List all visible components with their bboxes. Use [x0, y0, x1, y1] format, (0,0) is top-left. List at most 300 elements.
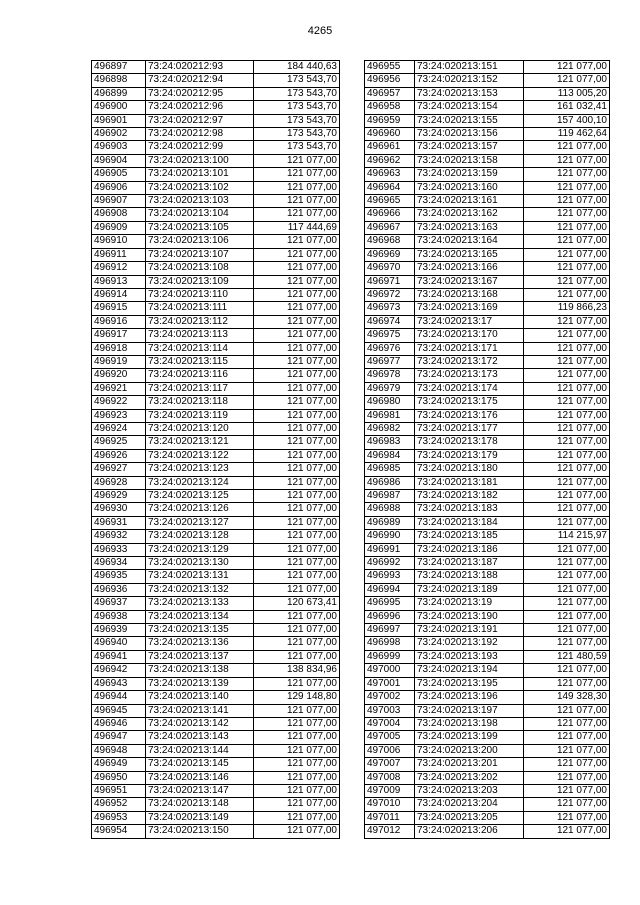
cadastral-number-cell: 73:24:020213:184 — [415, 516, 524, 529]
table-row — [92, 771, 340, 784]
cadastral-number-cell: 73:24:020213:190 — [415, 610, 524, 623]
table-row — [365, 168, 610, 181]
cadastral-number-cell: 73:24:020213:113 — [146, 329, 254, 342]
value-cell: 121 077,00 — [254, 288, 340, 301]
cadastral-number-cell: 73:24:020213:142 — [146, 717, 254, 730]
cadastral-number-cell: 73:24:020213:191 — [415, 624, 524, 637]
table-row — [365, 74, 610, 87]
table-row — [92, 597, 340, 610]
table-row — [365, 195, 610, 208]
value-cell: 121 077,00 — [254, 382, 340, 395]
value-cell: 121 077,00 — [254, 557, 340, 570]
table-row — [92, 74, 340, 87]
cadastral-number-cell: 73:24:020213:146 — [146, 771, 254, 784]
table-row — [365, 543, 610, 556]
record-number-cell: 496901 — [92, 114, 146, 127]
record-number-cell: 496962 — [365, 154, 415, 167]
record-number-cell: 496955 — [365, 61, 415, 74]
value-cell: 121 077,00 — [254, 717, 340, 730]
cadastral-number-cell: 73:24:020213:194 — [415, 664, 524, 677]
record-number-cell: 496921 — [92, 382, 146, 395]
value-cell: 121 077,00 — [524, 369, 610, 382]
cadastral-number-cell: 73:24:020213:152 — [415, 74, 524, 87]
value-cell: 121 077,00 — [524, 583, 610, 596]
cadastral-number-cell: 73:24:020213:199 — [415, 731, 524, 744]
cadastral-number-cell: 73:24:020213:175 — [415, 396, 524, 409]
cadastral-number-cell: 73:24:020213:153 — [415, 87, 524, 100]
record-number-cell: 496964 — [365, 181, 415, 194]
table-row — [365, 798, 610, 811]
value-cell: 121 077,00 — [524, 758, 610, 771]
table-row — [92, 503, 340, 516]
value-cell: 121 077,00 — [254, 248, 340, 261]
cadastral-number-cell: 73:24:020213:202 — [415, 771, 524, 784]
cadastral-number-cell: 73:24:020213:139 — [146, 677, 254, 690]
record-number-cell: 496904 — [92, 154, 146, 167]
record-number-cell: 496912 — [92, 262, 146, 275]
record-number-cell: 496910 — [92, 235, 146, 248]
record-number-cell: 496979 — [365, 382, 415, 395]
cadastral-number-cell: 73:24:020213:143 — [146, 731, 254, 744]
table-row — [365, 557, 610, 570]
value-cell: 121 077,00 — [254, 543, 340, 556]
value-cell: 121 077,00 — [524, 543, 610, 556]
cadastral-number-cell: 73:24:020213:188 — [415, 570, 524, 583]
record-number-cell: 496956 — [365, 74, 415, 87]
cadastral-number-cell: 73:24:020213:118 — [146, 396, 254, 409]
table-row — [365, 369, 610, 382]
cadastral-number-cell: 73:24:020213:178 — [415, 436, 524, 449]
record-number-cell: 497000 — [365, 664, 415, 677]
cadastral-number-cell: 73:24:020213:158 — [415, 154, 524, 167]
table-row — [92, 87, 340, 100]
table-row — [92, 61, 340, 74]
table-row — [365, 128, 610, 141]
record-number-cell: 496987 — [365, 490, 415, 503]
cadastral-number-cell: 73:24:020213:124 — [146, 476, 254, 489]
value-cell: 121 077,00 — [524, 396, 610, 409]
value-cell: 121 077,00 — [524, 208, 610, 221]
cadastral-number-cell: 73:24:020212:98 — [146, 128, 254, 141]
value-cell: 173 543,70 — [254, 114, 340, 127]
value-cell: 121 077,00 — [254, 463, 340, 476]
record-number-cell: 496899 — [92, 87, 146, 100]
cadastral-number-cell: 73:24:020213:171 — [415, 342, 524, 355]
table-row — [365, 717, 610, 730]
table-row — [365, 248, 610, 261]
cadastral-number-cell: 73:24:020213:204 — [415, 798, 524, 811]
cadastral-number-cell: 73:24:020213:149 — [146, 811, 254, 824]
cadastral-number-cell: 73:24:020213:104 — [146, 208, 254, 221]
record-number-cell: 496969 — [365, 248, 415, 261]
record-number-cell: 496957 — [365, 87, 415, 100]
value-cell: 121 077,00 — [254, 530, 340, 543]
cadastral-number-cell: 73:24:020213:17 — [415, 315, 524, 328]
value-cell: 121 077,00 — [254, 168, 340, 181]
cadastral-number-cell: 73:24:020213:167 — [415, 275, 524, 288]
cadastral-number-cell: 73:24:020213:186 — [415, 543, 524, 556]
cadastral-number-cell: 73:24:020213:198 — [415, 717, 524, 730]
record-number-cell: 496902 — [92, 128, 146, 141]
cadastral-number-cell: 73:24:020213:159 — [415, 168, 524, 181]
cadastral-number-cell: 73:24:020213:155 — [415, 114, 524, 127]
table-row — [365, 396, 610, 409]
value-cell: 121 077,00 — [524, 422, 610, 435]
table-row — [92, 355, 340, 368]
value-cell: 121 077,00 — [524, 329, 610, 342]
record-number-cell: 496989 — [365, 516, 415, 529]
cadastral-number-cell: 73:24:020213:169 — [415, 302, 524, 315]
cadastral-number-cell: 73:24:020213:103 — [146, 195, 254, 208]
value-cell: 121 077,00 — [524, 141, 610, 154]
record-number-cell: 496924 — [92, 422, 146, 435]
cadastral-number-cell: 73:24:020213:114 — [146, 342, 254, 355]
value-cell: 119 866,23 — [524, 302, 610, 315]
table-row — [92, 610, 340, 623]
record-number-cell: 496958 — [365, 101, 415, 114]
cadastral-number-cell: 73:24:020213:106 — [146, 235, 254, 248]
table-row — [92, 784, 340, 797]
cadastral-number-cell: 73:24:020213:160 — [415, 181, 524, 194]
cadastral-number-cell: 73:24:020213:187 — [415, 557, 524, 570]
value-cell: 121 077,00 — [524, 262, 610, 275]
table-row — [365, 731, 610, 744]
cadastral-number-cell: 73:24:020213:110 — [146, 288, 254, 301]
cadastral-number-cell: 73:24:020213:100 — [146, 154, 254, 167]
cadastral-number-cell: 73:24:020213:170 — [415, 329, 524, 342]
cadastral-number-cell: 73:24:020213:193 — [415, 650, 524, 663]
table-row — [365, 154, 610, 167]
table-row — [92, 114, 340, 127]
cadastral-number-cell: 73:24:020213:164 — [415, 235, 524, 248]
record-number-cell: 496982 — [365, 422, 415, 435]
record-number-cell: 496999 — [365, 650, 415, 663]
value-cell: 121 077,00 — [524, 382, 610, 395]
record-number-cell: 497005 — [365, 731, 415, 744]
value-cell: 113 005,20 — [524, 87, 610, 100]
value-cell: 121 077,00 — [254, 302, 340, 315]
value-cell: 121 077,00 — [254, 154, 340, 167]
cadastral-number-cell: 73:24:020213:115 — [146, 355, 254, 368]
table-row — [92, 516, 340, 529]
table-row — [365, 610, 610, 623]
table-row — [92, 677, 340, 690]
value-cell: 121 077,00 — [524, 798, 610, 811]
value-cell: 173 543,70 — [254, 101, 340, 114]
value-cell: 121 077,00 — [524, 637, 610, 650]
table-row — [92, 288, 340, 301]
record-number-cell: 496998 — [365, 637, 415, 650]
value-cell: 121 077,00 — [524, 74, 610, 87]
table-row — [92, 248, 340, 261]
cadastral-number-cell: 73:24:020212:96 — [146, 101, 254, 114]
table-row — [365, 637, 610, 650]
value-cell: 121 077,00 — [524, 570, 610, 583]
record-number-cell: 496900 — [92, 101, 146, 114]
table-row — [92, 543, 340, 556]
value-cell: 121 077,00 — [524, 624, 610, 637]
cadastral-number-cell: 73:24:020213:112 — [146, 315, 254, 328]
cadastral-number-cell: 73:24:020213:162 — [415, 208, 524, 221]
record-number-cell: 496898 — [92, 74, 146, 87]
record-number-cell: 496988 — [365, 503, 415, 516]
value-cell: 121 077,00 — [254, 650, 340, 663]
table-row — [92, 235, 340, 248]
table-row — [92, 396, 340, 409]
value-cell: 121 077,00 — [524, 195, 610, 208]
value-cell: 121 077,00 — [254, 610, 340, 623]
table-row — [365, 208, 610, 221]
table-row — [365, 758, 610, 771]
table-row — [92, 570, 340, 583]
value-cell: 121 077,00 — [254, 422, 340, 435]
cadastral-number-cell: 73:24:020213:201 — [415, 758, 524, 771]
table-row — [92, 208, 340, 221]
table-row — [365, 342, 610, 355]
record-number-cell: 496922 — [92, 396, 146, 409]
value-cell: 121 077,00 — [524, 784, 610, 797]
table-row — [365, 262, 610, 275]
table-row — [365, 329, 610, 342]
value-cell: 121 077,00 — [254, 181, 340, 194]
record-number-cell: 496977 — [365, 355, 415, 368]
value-cell: 121 077,00 — [524, 811, 610, 824]
cadastral-number-cell: 73:24:020213:134 — [146, 610, 254, 623]
value-cell: 121 077,00 — [524, 248, 610, 261]
value-cell: 121 077,00 — [524, 449, 610, 462]
record-number-cell: 496940 — [92, 637, 146, 650]
record-number-cell: 496978 — [365, 369, 415, 382]
record-number-cell: 496913 — [92, 275, 146, 288]
value-cell: 173 543,70 — [254, 87, 340, 100]
value-cell: 121 077,00 — [524, 490, 610, 503]
value-cell: 114 215,97 — [524, 530, 610, 543]
value-cell: 121 077,00 — [524, 221, 610, 234]
table-row — [365, 449, 610, 462]
table-row — [365, 463, 610, 476]
cadastral-number-cell: 73:24:020213:133 — [146, 597, 254, 610]
record-number-cell: 496967 — [365, 221, 415, 234]
value-cell: 121 077,00 — [254, 677, 340, 690]
table-row — [365, 275, 610, 288]
record-number-cell: 496943 — [92, 677, 146, 690]
record-number-cell: 496971 — [365, 275, 415, 288]
value-cell: 121 077,00 — [254, 570, 340, 583]
record-number-cell: 496981 — [365, 409, 415, 422]
value-cell: 121 077,00 — [254, 476, 340, 489]
table-row — [365, 422, 610, 435]
value-cell: 121 077,00 — [254, 409, 340, 422]
record-number-cell: 496995 — [365, 597, 415, 610]
record-number-cell: 496919 — [92, 355, 146, 368]
table-row — [92, 691, 340, 704]
cadastral-number-cell: 73:24:020212:97 — [146, 114, 254, 127]
value-cell: 121 077,00 — [254, 275, 340, 288]
record-number-cell: 497010 — [365, 798, 415, 811]
record-number-cell: 496973 — [365, 302, 415, 315]
table-row — [92, 315, 340, 328]
table-row — [365, 597, 610, 610]
cadastral-number-cell: 73:24:020213:138 — [146, 664, 254, 677]
record-number-cell: 496906 — [92, 181, 146, 194]
record-number-cell: 497006 — [365, 744, 415, 757]
table-row — [365, 503, 610, 516]
value-cell: 121 077,00 — [524, 557, 610, 570]
table-row — [92, 637, 340, 650]
table-row — [365, 516, 610, 529]
value-cell: 121 077,00 — [254, 449, 340, 462]
record-number-cell: 496965 — [365, 195, 415, 208]
record-number-cell: 496959 — [365, 114, 415, 127]
cadastral-number-cell: 73:24:020213:150 — [146, 825, 254, 838]
record-number-cell: 497009 — [365, 784, 415, 797]
cadastral-number-cell: 73:24:020213:141 — [146, 704, 254, 717]
cadastral-number-cell: 73:24:020213:121 — [146, 436, 254, 449]
record-number-cell: 496980 — [365, 396, 415, 409]
cadastral-number-cell: 73:24:020213:131 — [146, 570, 254, 583]
cadastral-number-cell: 73:24:020213:205 — [415, 811, 524, 824]
record-number-cell: 496961 — [365, 141, 415, 154]
left-register-table — [91, 60, 340, 839]
cadastral-number-cell: 73:24:020213:125 — [146, 490, 254, 503]
value-cell: 120 673,41 — [254, 597, 340, 610]
value-cell: 121 077,00 — [524, 825, 610, 838]
table-row — [92, 422, 340, 435]
cadastral-number-cell: 73:24:020213:161 — [415, 195, 524, 208]
table-row — [365, 221, 610, 234]
value-cell: 121 077,00 — [524, 235, 610, 248]
value-cell: 121 077,00 — [254, 342, 340, 355]
record-number-cell: 496907 — [92, 195, 146, 208]
record-number-cell: 496976 — [365, 342, 415, 355]
table-row — [92, 141, 340, 154]
value-cell: 157 400,10 — [524, 114, 610, 127]
table-row — [92, 154, 340, 167]
record-number-cell: 496992 — [365, 557, 415, 570]
cadastral-number-cell: 73:24:020213:163 — [415, 221, 524, 234]
value-cell: 121 077,00 — [254, 315, 340, 328]
record-number-cell: 496970 — [365, 262, 415, 275]
record-number-cell: 496996 — [365, 610, 415, 623]
value-cell: 121 077,00 — [254, 758, 340, 771]
cadastral-number-cell: 73:24:020213:154 — [415, 101, 524, 114]
value-cell: 121 480,59 — [524, 650, 610, 663]
value-cell: 121 077,00 — [524, 771, 610, 784]
cadastral-number-cell: 73:24:020213:151 — [415, 61, 524, 74]
record-number-cell: 496936 — [92, 583, 146, 596]
cadastral-number-cell: 73:24:020213:183 — [415, 503, 524, 516]
table-row — [365, 288, 610, 301]
record-number-cell: 496960 — [365, 128, 415, 141]
table-row — [92, 275, 340, 288]
value-cell: 121 077,00 — [254, 731, 340, 744]
table-row — [365, 811, 610, 824]
table-row — [92, 342, 340, 355]
cadastral-number-cell: 73:24:020213:140 — [146, 691, 254, 704]
table-row — [92, 758, 340, 771]
table-row — [92, 717, 340, 730]
table-row — [92, 195, 340, 208]
table-row — [365, 530, 610, 543]
table-row — [92, 463, 340, 476]
value-cell: 121 077,00 — [254, 195, 340, 208]
record-number-cell: 496929 — [92, 490, 146, 503]
value-cell: 117 444,69 — [254, 221, 340, 234]
cadastral-number-cell: 73:24:020212:94 — [146, 74, 254, 87]
value-cell: 121 077,00 — [254, 503, 340, 516]
cadastral-number-cell: 73:24:020213:145 — [146, 758, 254, 771]
table-row — [365, 490, 610, 503]
cadastral-number-cell: 73:24:020213:130 — [146, 557, 254, 570]
record-number-cell: 496937 — [92, 597, 146, 610]
value-cell: 121 077,00 — [254, 516, 340, 529]
value-cell: 121 077,00 — [524, 168, 610, 181]
record-number-cell: 496923 — [92, 409, 146, 422]
cadastral-number-cell: 73:24:020213:182 — [415, 490, 524, 503]
value-cell: 121 077,00 — [254, 624, 340, 637]
cadastral-number-cell: 73:24:020213:137 — [146, 650, 254, 663]
table-row — [365, 61, 610, 74]
cadastral-number-cell: 73:24:020213:116 — [146, 369, 254, 382]
record-number-cell: 496932 — [92, 530, 146, 543]
cadastral-number-cell: 73:24:020213:189 — [415, 583, 524, 596]
table-row — [92, 302, 340, 315]
record-number-cell: 496997 — [365, 624, 415, 637]
record-number-cell: 496983 — [365, 436, 415, 449]
table-row — [92, 583, 340, 596]
cadastral-number-cell: 73:24:020213:105 — [146, 221, 254, 234]
table-row — [92, 101, 340, 114]
record-number-cell: 496946 — [92, 717, 146, 730]
table-row — [365, 825, 610, 838]
value-cell: 121 077,00 — [524, 315, 610, 328]
table-row — [365, 583, 610, 596]
cadastral-number-cell: 73:24:020213:177 — [415, 422, 524, 435]
table-row — [365, 101, 610, 114]
table-row — [365, 704, 610, 717]
table-row — [365, 302, 610, 315]
table-row — [92, 490, 340, 503]
value-cell: 119 462,64 — [524, 128, 610, 141]
value-cell: 121 077,00 — [524, 61, 610, 74]
record-number-cell: 496972 — [365, 288, 415, 301]
record-number-cell: 496975 — [365, 329, 415, 342]
record-number-cell: 496916 — [92, 315, 146, 328]
table-row — [92, 664, 340, 677]
cadastral-number-cell: 73:24:020213:206 — [415, 825, 524, 838]
cadastral-number-cell: 73:24:020213:180 — [415, 463, 524, 476]
value-cell: 121 077,00 — [524, 704, 610, 717]
value-cell: 173 543,70 — [254, 141, 340, 154]
table-row — [92, 476, 340, 489]
record-number-cell: 496909 — [92, 221, 146, 234]
cadastral-number-cell: 73:24:020213:200 — [415, 744, 524, 757]
record-number-cell: 496915 — [92, 302, 146, 315]
table-row — [92, 731, 340, 744]
record-number-cell: 496908 — [92, 208, 146, 221]
table-row — [365, 181, 610, 194]
value-cell: 149 328,30 — [524, 691, 610, 704]
table-row — [92, 409, 340, 422]
table-row — [92, 557, 340, 570]
record-number-cell: 497012 — [365, 825, 415, 838]
record-number-cell: 496920 — [92, 369, 146, 382]
value-cell: 121 077,00 — [254, 744, 340, 757]
table-row — [92, 128, 340, 141]
value-cell: 121 077,00 — [254, 704, 340, 717]
cadastral-number-cell: 73:24:020213:109 — [146, 275, 254, 288]
cadastral-number-cell: 73:24:020213:101 — [146, 168, 254, 181]
